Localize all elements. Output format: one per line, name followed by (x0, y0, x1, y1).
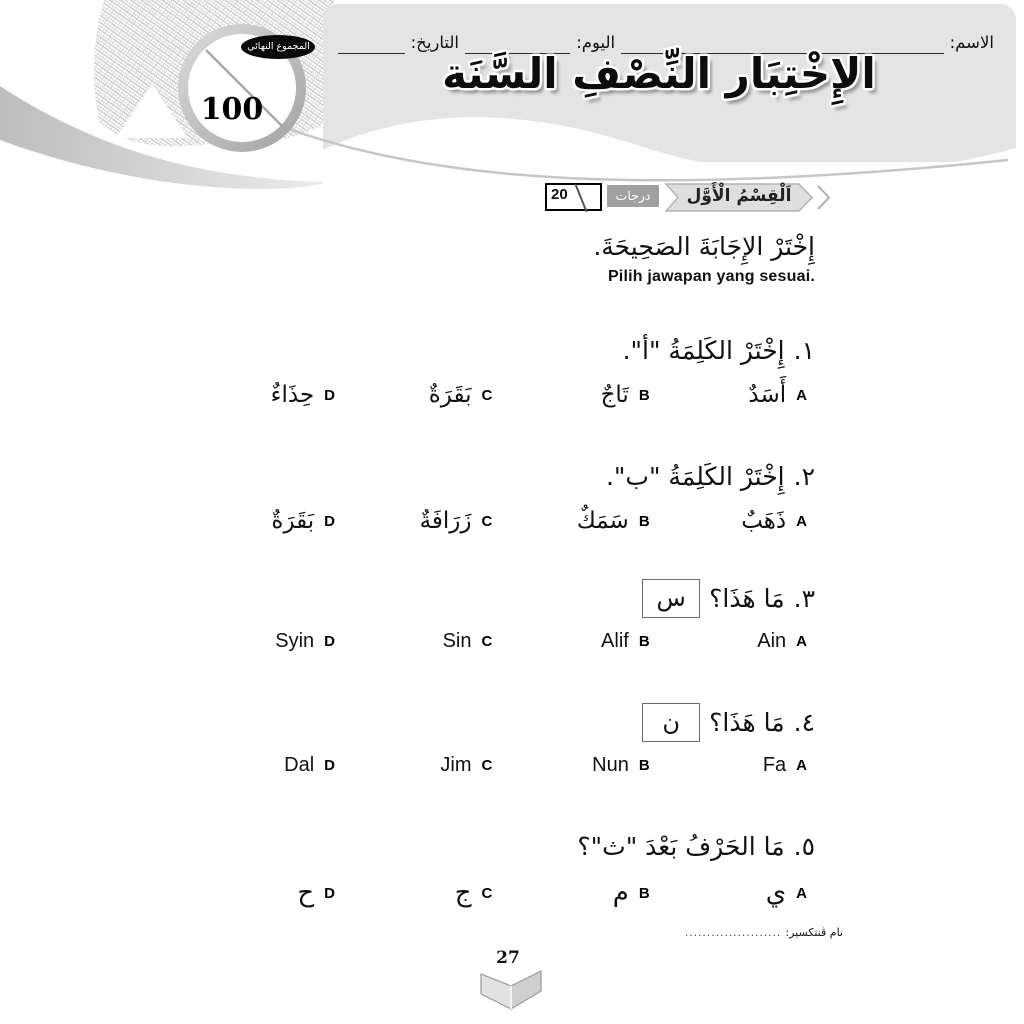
option-text: Jim (440, 754, 472, 776)
question-text: إِخْتَرْ الكَلِمَةُ "أ". (622, 335, 785, 365)
book-icon (478, 967, 544, 1013)
option-label: C (481, 512, 493, 530)
option-label: B (638, 884, 650, 902)
option-text: بَقَرَةٌ (271, 508, 315, 534)
option-b (500, 508, 650, 534)
option-label: A (796, 757, 807, 774)
option-text: م (612, 878, 629, 908)
option-text: سَمَكٌ (576, 508, 629, 534)
question-2 (185, 454, 815, 534)
option-text: ذَهَبٌ (741, 508, 787, 534)
option-label: D (324, 512, 336, 530)
option-b (500, 382, 650, 408)
question-4-options (185, 754, 815, 777)
option-text: أَسَدٌ (748, 382, 787, 408)
question-number: ١. (793, 335, 815, 365)
question-3-options (185, 630, 815, 653)
option-text: حِذَاءٌ (270, 382, 315, 408)
option-text: Dal (284, 754, 315, 776)
question-text: إِخْتَرْ الكَلِمَةُ "ب". (605, 461, 785, 491)
question-text: مَا هَذَا؟ (709, 583, 785, 613)
option-b (500, 878, 650, 908)
option-c (342, 630, 492, 653)
option-text: Alif (601, 630, 629, 652)
option-a (657, 630, 807, 653)
day-label: اليوم: (576, 33, 616, 52)
option-a (657, 754, 807, 777)
option-label: D (324, 884, 336, 902)
assessor-label: نام ڤنتكسير: (785, 926, 843, 939)
option-label: B (638, 633, 650, 650)
question-1-line (185, 328, 815, 372)
option-text: تَاجٌ (600, 382, 629, 408)
exam-title: الإِخْتِبَار النِّصْفِ السَّنَة (442, 49, 876, 98)
name-label: الاسم: (949, 33, 994, 52)
option-c (342, 508, 492, 534)
option-label: A (796, 633, 807, 650)
option-label: C (481, 757, 493, 774)
question-number: ٥. (793, 831, 815, 861)
marks-box (545, 183, 602, 211)
question-2-line (185, 454, 815, 498)
option-label: A (796, 512, 807, 530)
option-label: A (796, 884, 807, 902)
option-b (500, 754, 650, 777)
option-label: D (324, 386, 336, 404)
boxed-letter: ن (642, 703, 700, 742)
option-text: Syin (275, 630, 315, 652)
question-5-options (185, 878, 815, 908)
option-text: ح (297, 878, 315, 908)
marks-box-slash (574, 184, 587, 212)
marks-value: 20 (551, 186, 568, 203)
option-d (185, 382, 335, 408)
question-5 (185, 824, 815, 908)
question-3 (185, 576, 815, 653)
instruction-arabic: إِخْتَرْ الإِجَابَةَ الصَحِيحَةَ. (593, 232, 815, 261)
question-4-line (185, 700, 815, 744)
option-text: Ain (757, 630, 787, 652)
date-label: التاريخ: (410, 33, 460, 52)
instruction-malay: Pilih jawapan yang sesuai. (607, 268, 815, 285)
marks-label: درجات (607, 185, 659, 207)
option-text: ي (765, 878, 787, 908)
assessor-write-line: ...................... (685, 928, 782, 939)
option-label: B (638, 757, 650, 774)
option-c (342, 878, 492, 908)
question-1 (185, 328, 815, 408)
page-number: 27 (496, 948, 520, 968)
option-label: C (481, 633, 493, 650)
option-text: ج (454, 878, 472, 908)
option-text: Nun (592, 754, 629, 776)
option-label: C (481, 386, 493, 404)
option-label: D (324, 633, 336, 650)
option-c (342, 754, 492, 777)
option-a (657, 382, 807, 408)
option-c (342, 382, 492, 408)
instruction-block (593, 232, 815, 286)
option-a (657, 508, 807, 534)
section-title: اَلْقِسْمُ الْأَوَّل (686, 186, 792, 206)
option-d (185, 754, 335, 777)
assessor-line (685, 926, 843, 939)
question-2-options (185, 508, 815, 534)
option-d (185, 630, 335, 653)
option-text: Sin (442, 630, 472, 652)
question-4 (185, 700, 815, 777)
question-number: ٣. (793, 583, 815, 613)
option-a (657, 878, 807, 908)
question-text: مَا الحَرْفُ بَعْدَ "ث"؟ (577, 831, 785, 861)
option-d (185, 878, 335, 908)
option-d (185, 508, 335, 534)
option-label: A (796, 386, 807, 404)
total-marks: 100 (200, 92, 264, 127)
question-1-options (185, 382, 815, 408)
question-3-line (185, 576, 815, 620)
question-text: مَا هَذَا؟ (709, 707, 785, 737)
question-number: ٢. (793, 461, 815, 491)
option-label: D (324, 757, 336, 774)
option-label: C (481, 884, 493, 902)
option-label: B (638, 386, 650, 404)
option-text: بَقَرَةٌ (428, 382, 472, 408)
question-5-line (185, 824, 815, 868)
boxed-letter: س (642, 579, 700, 618)
option-label: B (638, 512, 650, 530)
option-text: زَرَافَةٌ (419, 508, 472, 534)
total-badge-label: المجموع النهائي (247, 41, 310, 52)
option-text: Fa (762, 754, 787, 776)
question-number: ٤. (793, 707, 815, 737)
option-b (500, 630, 650, 653)
